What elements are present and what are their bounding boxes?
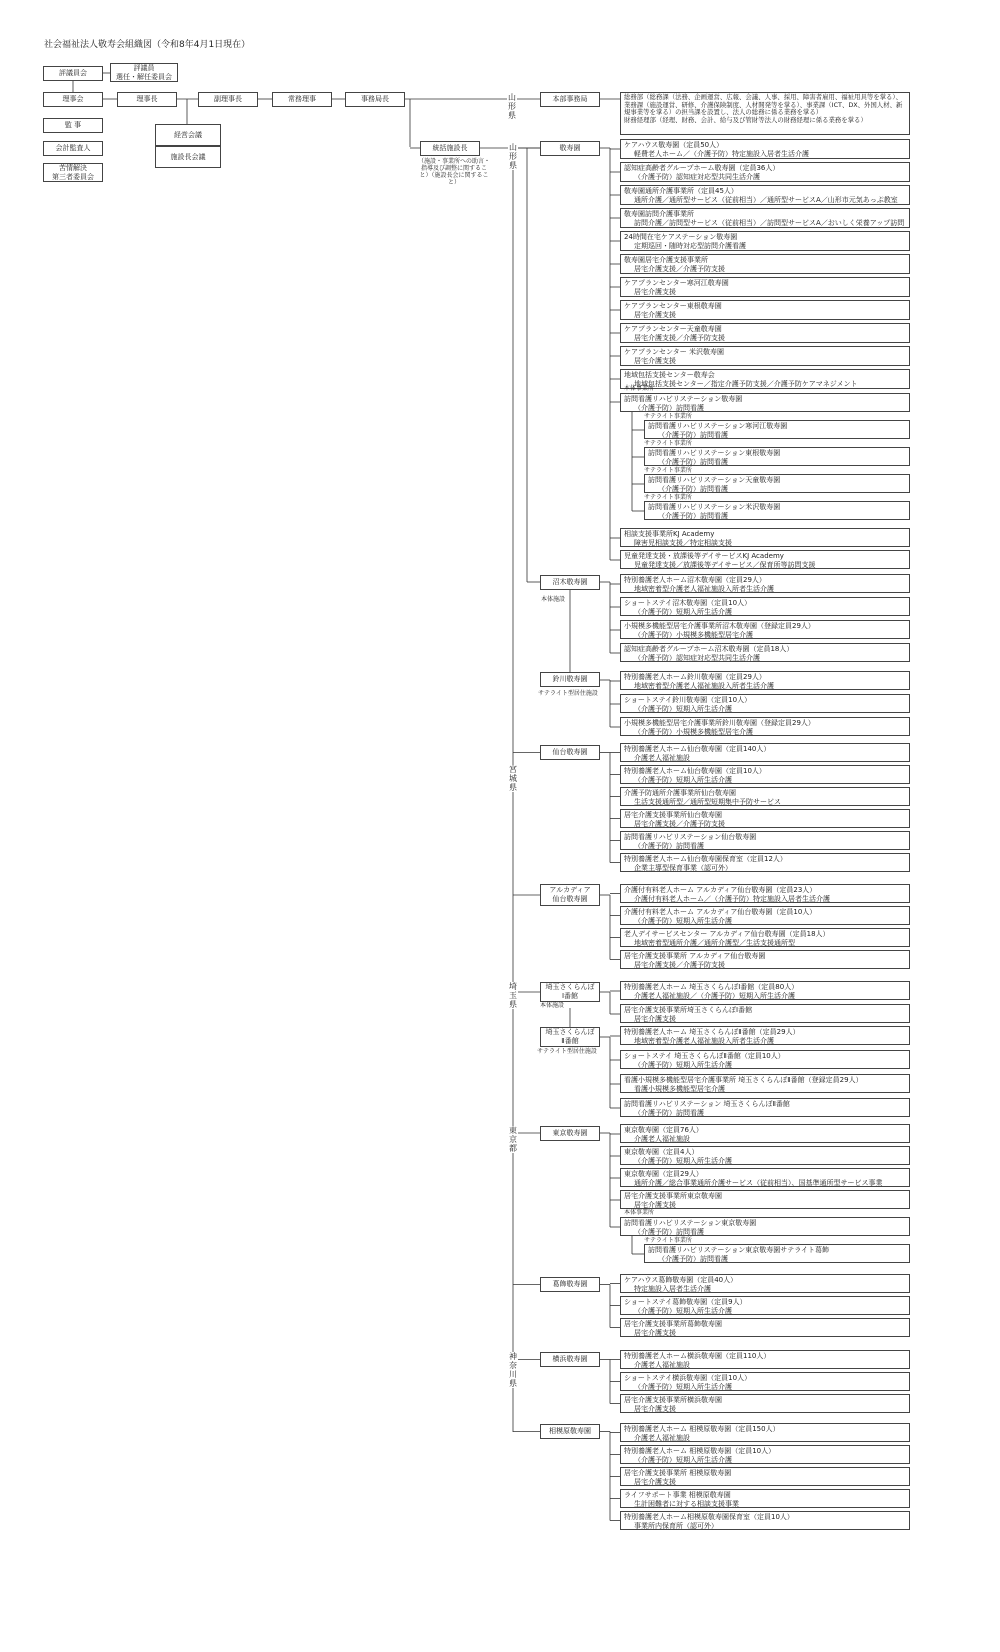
item-service: 地域密着型介護老人福祉施設入所者生活介護 <box>634 682 774 690</box>
service-item <box>620 1124 910 1143</box>
satellite-item <box>644 474 910 493</box>
item-service: 企業主導型保育事業（認可外） <box>634 864 732 872</box>
item-title: ショートステイ 埼玉さくらんぼⅡ番館（定員10人） <box>624 1052 785 1060</box>
item-service: 居宅介護支援 <box>634 1015 676 1023</box>
service-item <box>620 1394 910 1413</box>
service-item <box>620 1050 910 1069</box>
item-service: 訪問介護／訪問型サービス（従前相当）／訪問型サービスA／おいしく栄養アップ訪問 <box>634 219 905 227</box>
service-item <box>620 1074 910 1093</box>
service-item <box>620 231 910 251</box>
service-item <box>620 1445 910 1464</box>
service-item <box>620 323 910 343</box>
item-service: 特定施設入居者生活介護 <box>634 1285 711 1293</box>
item-title: ショートステイ鈴川敬寿園（定員10人） <box>624 696 752 704</box>
item-service: （介護予防）短期入所生活介護 <box>634 1307 732 1315</box>
item-title: 東京敬寿園（定員76人） <box>624 1126 703 1134</box>
item-title: 居宅介護支援事業所横浜敬寿園 <box>624 1396 722 1404</box>
item-service: （介護予防）訪問看護 <box>634 842 704 850</box>
head-office-desc: 総務部（総務課（法務、企画運営、広報、会議、人事、採用、障害者雇用、福祉用具等を掌る）、業務課（施設運営、研修、介護保険制度、人材開発等を掌る）、事業課（ICT、DX、外国人材、新規事業等を掌る）の担当課を設置し、法人の総務に係る業務を掌る） 財務経理部（経理、財務、会計、給与及び管財等法人の財務経理に係る業務を掌る） <box>620 92 910 135</box>
service-item <box>620 1296 910 1315</box>
item-service: （介護予防）訪問看護 <box>658 485 728 493</box>
item-service: 地域包括支援センター／指定介護予防支援／介護予防ケアマネジメント <box>634 380 858 388</box>
service-item <box>620 1026 910 1045</box>
page-title: 社会福祉法人敬寿会組織図（令和8年4月1日現在） <box>44 40 251 50</box>
item-service: （介護予防）訪問看護 <box>634 1228 704 1236</box>
satellite-item <box>644 420 910 439</box>
item-title: 居宅介護支援事業所埼玉さくらんぼⅠ番館 <box>624 1006 753 1014</box>
item-service: 介護老人福祉施設 <box>634 1135 690 1143</box>
satellite-label: サテライト事業所 <box>644 1237 692 1244</box>
chairman-box: 理事長 <box>117 92 177 107</box>
item-title: 特別養護老人ホーム 埼玉さくらんぼⅠ番館（定員80人） <box>624 983 799 991</box>
service-item <box>620 1098 910 1117</box>
item-service: 看護小規模多機能型居宅介護 <box>634 1085 725 1093</box>
item-title: 敬寿園通所介護事業所（定員45人） <box>624 187 738 195</box>
item-service: （介護予防）小規模多機能型居宅介護 <box>634 728 753 736</box>
item-service: （介護予防）短期入所生活介護 <box>634 917 732 925</box>
service-item <box>620 884 910 903</box>
satellite-item <box>644 447 910 466</box>
item-title: 東京敬寿園（定員4人） <box>624 1148 699 1156</box>
item-service: 居宅介護支援 <box>634 1478 676 1486</box>
service-item <box>620 393 910 412</box>
service-item <box>620 620 910 639</box>
item-service: （介護予防）短期入所生活介護 <box>634 776 732 784</box>
item-service: 介護老人福祉施設 <box>634 1434 690 1442</box>
item-service: （介護予防）認知症対応型共同生活介護 <box>634 173 760 181</box>
item-title: ケアプランセンター天童敬寿園 <box>624 325 722 333</box>
service-item <box>620 928 910 947</box>
satellite-label: サテライト事業所 <box>644 467 692 474</box>
item-title: ショートステイ横浜敬寿園（定員10人） <box>624 1374 752 1382</box>
service-item <box>620 1146 910 1165</box>
selection-committee-box: 評議員 選任・解任委員会 <box>110 63 178 82</box>
council-box: 評議員会 <box>43 66 103 81</box>
item-title: 小規模多機能型居宅介護事業所沼木敬寿園（登録定員29人） <box>624 622 815 630</box>
item-title: 特別養護老人ホーム沼木敬寿園（定員29人） <box>624 576 766 584</box>
service-item <box>620 717 910 736</box>
item-title: ショートステイ葛飾敬寿園（定員9人） <box>624 1298 747 1306</box>
item-service: （介護予防）短期入所生活介護 <box>634 705 732 713</box>
pref-label: 埼玉県 <box>509 982 517 1009</box>
service-item <box>620 1168 910 1187</box>
complaint-committee-box: 苦情解決 第三者委員会 <box>43 163 103 182</box>
item-service: 地域密着型通所介護／通所介護型／生活支援通所型 <box>634 939 795 947</box>
service-item <box>620 1190 910 1209</box>
item-title: 居宅介護支援事業所葛飾敬寿園 <box>624 1320 722 1328</box>
item-service: 居宅介護支援／介護予防支援 <box>634 820 725 828</box>
facility-box-9: 横浜敬寿園 <box>540 1352 600 1367</box>
item-service: 生活支援通所型／通所型短期集中予防サービス <box>634 798 781 806</box>
item-service: 居宅介護支援／介護予防支援 <box>634 334 725 342</box>
item-title: 居宅介護支援事業所東京敬寿園 <box>624 1192 722 1200</box>
item-service: 地域密着型介護老人福祉施設入所者生活介護 <box>634 1037 774 1045</box>
item-service: （介護予防）訪問看護 <box>658 431 728 439</box>
item-service: （介護予防）認知症対応型共同生活介護 <box>634 654 760 662</box>
service-item <box>620 853 910 872</box>
item-service: 居宅介護支援 <box>634 288 676 296</box>
item-title: 特別養護老人ホーム仙台敬寿園保育室（定員12人） <box>624 855 787 863</box>
head-office-box: 本部事務局 <box>540 92 600 107</box>
satellite-facility-tag: サテライト型居住施設 <box>538 690 598 697</box>
item-service: 軽費老人ホーム／（介護予防）特定施設入居者生活介護 <box>634 150 809 158</box>
pref-label: 宮城県 <box>509 765 517 792</box>
item-title: ケアプランセンター東根敬寿園 <box>624 302 722 310</box>
facility-box-7: 東京敬寿園 <box>540 1126 600 1141</box>
pref-label: 山形県 <box>509 143 517 170</box>
item-title: 特別養護老人ホーム仙台敬寿園（定員140人） <box>624 745 771 753</box>
service-item <box>620 597 910 616</box>
item-service: （介護予防）訪問看護 <box>634 404 704 412</box>
satellite-label: サテライト事業所 <box>644 440 692 447</box>
service-item <box>620 643 910 662</box>
item-title: ライフサポート事業 相模原敬寿園 <box>624 1491 731 1499</box>
service-item <box>620 1372 910 1391</box>
service-item <box>620 1511 910 1530</box>
satellite-item <box>644 501 910 520</box>
item-service: （介護予防）短期入所生活介護 <box>634 1061 732 1069</box>
item-service: 居宅介護支援 <box>634 311 676 319</box>
main-facility-tag: 本体施設 <box>541 596 566 603</box>
service-item <box>620 1004 910 1023</box>
satellite-facility-tag: サテライト型居住施設 <box>537 1048 597 1055</box>
facility-box-1: 沼木敬寿園 <box>540 575 600 590</box>
service-item <box>620 1423 910 1442</box>
service-item <box>620 550 910 569</box>
service-item <box>620 1489 910 1508</box>
item-title: 特別養護老人ホーム鈴川敬寿園（定員29人） <box>624 673 766 681</box>
service-item <box>620 185 910 205</box>
main-office-label: 本体事業所 <box>624 385 655 392</box>
item-service: （介護予防）訪問看護 <box>658 1255 728 1263</box>
item-title: 相談支援事業所KJ Academy <box>624 530 715 538</box>
service-item <box>620 528 910 547</box>
item-title: 訪問看護リハビリステーション 埼玉さくらんぼⅡ番館 <box>624 1100 790 1108</box>
main-office-label: 本体事業所 <box>624 1209 655 1216</box>
service-item <box>620 809 910 828</box>
service-item <box>620 254 910 274</box>
pref-label: 神奈川県 <box>509 1352 517 1388</box>
item-title: 老人デイサービスセンター アルカディア仙台敬寿園（定員18人） <box>624 930 830 938</box>
management-meeting-box: 経営会議 <box>155 124 221 146</box>
item-service: 介護老人福祉施設 <box>634 754 690 762</box>
item-title: 特別養護老人ホーム 相模原敬寿園（定員10人） <box>624 1447 776 1455</box>
item-service: 生計困難者に対する相談支援事業 <box>634 1500 739 1508</box>
item-title: 訪問看護リハビリステーション米沢敬寿園 <box>648 503 781 511</box>
service-item <box>620 671 910 690</box>
service-item <box>620 574 910 593</box>
item-service: 居宅介護支援／介護予防支援 <box>634 961 725 969</box>
item-title: 認知症高齢者グループホーム沼木敬寿園（定員18人） <box>624 645 794 653</box>
facility-box-6: 埼玉さくらんぼ Ⅱ番館 <box>540 1027 600 1047</box>
item-title: 介護予防通所介護事業所仙台敬寿園 <box>624 789 736 797</box>
service-item <box>620 300 910 320</box>
item-title: 東京敬寿園（定員29人） <box>624 1170 703 1178</box>
service-item <box>620 1217 910 1236</box>
service-item <box>620 208 910 228</box>
item-title: 居宅介護支援事業所 アルカディア仙台敬寿園 <box>624 952 766 960</box>
item-title: 訪問看護リハビリステーション天童敬寿園 <box>648 476 781 484</box>
item-title: 介護付有料老人ホーム アルカディア仙台敬寿園（定員23人） <box>624 886 817 894</box>
pref-label-honbu: 山形県 <box>508 93 516 120</box>
auditor-box: 監 事 <box>43 118 103 133</box>
service-item <box>620 765 910 784</box>
service-item <box>620 831 910 850</box>
item-title: 特別養護老人ホーム 相模原敬寿園（定員150人） <box>624 1425 780 1433</box>
facility-box-4: アルカディア 仙台敬寿園 <box>540 884 600 906</box>
item-service: 障害児相談支援／特定相談支援 <box>634 539 732 547</box>
item-service: 居宅介護支援 <box>634 357 676 365</box>
service-item <box>620 346 910 366</box>
item-service: （介護予防）短期入所生活介護 <box>634 1157 732 1165</box>
satellite-item <box>644 1244 910 1263</box>
item-service: （介護予防）訪問看護 <box>634 1109 704 1117</box>
facility-box-2: 鈴川敬寿園 <box>540 672 600 687</box>
directors-meeting-box: 施設長会議 <box>155 146 221 168</box>
item-title: ケアプランセンター 米沢敬寿園 <box>624 348 724 356</box>
service-item <box>620 1350 910 1369</box>
item-title: 居宅介護支援事業所仙台敬寿園 <box>624 811 722 819</box>
item-service: （介護予防）短期入所生活介護 <box>634 1456 732 1464</box>
item-title: ケアハウス敬寿園（定員50人） <box>624 141 724 149</box>
item-title: ショートステイ沼木敬寿園（定員10人） <box>624 599 752 607</box>
item-title: ケアハウス葛飾敬寿園（定員40人） <box>624 1276 738 1284</box>
board-box: 理事会 <box>43 92 103 107</box>
item-title: 特別養護老人ホーム 埼玉さくらんぼⅡ番館（定員29人） <box>624 1028 800 1036</box>
item-title: 児童発達支援・放課後等デイサービスKJ Academy <box>624 552 784 560</box>
facility-box-5: 埼玉さくらんぼ Ⅰ番館 <box>540 982 600 1002</box>
item-service: 居宅介護支援／介護予防支援 <box>634 265 725 273</box>
item-title: 小規模多機能型居宅介護事業所鈴川敬寿園（登録定員29人） <box>624 719 815 727</box>
item-title: 特別養護老人ホーム相模原敬寿園保育室（定員10人） <box>624 1513 794 1521</box>
item-title: 訪問看護リハビリステーション東京敬寿園 <box>624 1219 757 1227</box>
pref-label: 東京都 <box>509 1126 517 1153</box>
service-item <box>620 139 910 159</box>
item-title: ケアプランセンター寒河江敬寿園 <box>624 279 729 287</box>
item-service: （介護予防）短期入所生活介護 <box>634 1383 732 1391</box>
item-service: 居宅介護支援 <box>634 1201 676 1209</box>
main-facility-tag: 本体施設 <box>540 1002 565 1009</box>
item-title: 訪問看護リハビリステーション仙台敬寿園 <box>624 833 757 841</box>
service-item <box>620 277 910 297</box>
facility-box-0: 敬寿園 <box>540 141 600 156</box>
item-service: （介護予防）短期入所生活介護 <box>634 608 732 616</box>
item-service: 児童発達支援／放課後等デイサービス／保育所等訪問支援 <box>634 561 816 569</box>
item-service: 定期巡回・随時対応型訪問介護看護 <box>634 242 746 250</box>
service-item <box>620 1274 910 1293</box>
item-title: 介護付有料老人ホーム アルカディア仙台敬寿園（定員10人） <box>624 908 817 916</box>
service-item <box>620 950 910 969</box>
item-title: 特別養護老人ホーム横浜敬寿園（定員110人） <box>624 1352 771 1360</box>
managing-director-box: 常務理事 <box>272 92 332 107</box>
accounting-auditor-box: 会計監査人 <box>43 141 103 156</box>
item-service: 居宅介護支援 <box>634 1405 676 1413</box>
item-title: 訪問看護リハビリステーション寒河江敬寿園 <box>648 422 788 430</box>
satellite-label: サテライト事業所 <box>644 413 692 420</box>
item-title: 地域包括支援センター敬寿会 <box>624 371 715 379</box>
service-item <box>620 787 910 806</box>
facility-box-3: 仙台敬寿園 <box>540 745 600 760</box>
facility-box-10: 相模原敬寿園 <box>540 1424 600 1439</box>
item-service: 介護老人福祉施設／（介護予防）短期入所生活介護 <box>634 992 795 1000</box>
item-title: 敬寿園居宅介護支援事業所 <box>624 256 708 264</box>
item-title: 24時間在宅ケアステーション敬寿園 <box>624 233 738 241</box>
item-title: 看護小規模多機能型居宅介護事業所 埼玉さくらんぼⅡ番館（登録定員29人） <box>624 1076 863 1084</box>
item-title: 敬寿園訪問介護事業所 <box>624 210 694 218</box>
general-director-box: 統括施設長 <box>420 141 480 156</box>
vice-chairman-box: 副理事長 <box>198 92 258 107</box>
item-title: 特別養護老人ホーム仙台敬寿園（定員10人） <box>624 767 766 775</box>
facility-box-8: 葛飾敬寿園 <box>540 1277 600 1292</box>
item-service: 居宅介護支援 <box>634 1329 676 1337</box>
item-service: 地域密着型介護老人福祉施設入所者生活介護 <box>634 585 774 593</box>
service-item <box>620 906 910 925</box>
item-service: 事業所内保育所（認可外） <box>634 1522 718 1530</box>
item-service: （介護予防）訪問看護 <box>658 458 728 466</box>
item-service: 介護老人福祉施設 <box>634 1361 690 1369</box>
item-title: 訪問看護リハビリステーション東京敬寿園サテライト葛飾 <box>648 1246 830 1254</box>
service-item <box>620 162 910 182</box>
secretary-general-box: 事務局長 <box>345 92 405 107</box>
item-service: 通所介護／総合事業通所介護サービス（従前相当）、国基準通所型サービス事業 <box>634 1179 883 1187</box>
item-title: 訪問看護リハビリステーション東根敬寿園 <box>648 449 781 457</box>
service-item <box>620 694 910 713</box>
service-item <box>620 369 910 389</box>
item-service: （介護予防）小規模多機能型居宅介護 <box>634 631 753 639</box>
service-item <box>620 1318 910 1337</box>
item-service: （介護予防）訪問看護 <box>658 512 728 520</box>
service-item <box>620 1467 910 1486</box>
item-service: 介護付有料老人ホーム／（介護予防）特定施設入居者生活介護 <box>634 895 830 903</box>
item-title: 認知症高齢者グループホーム敬寿園（定員36人） <box>624 164 780 172</box>
service-item <box>620 743 910 762</box>
item-service: 通所介護／通所型サービス（従前相当）／通所型サービスA／山形市元気あっぷ教室 <box>634 196 898 204</box>
general-director-note: （施設・事業所への助言・指導及び調整に関すること）（施設長会に関すること） <box>418 158 491 186</box>
item-title: 訪問看護リハビリステーション敬寿園 <box>624 395 743 403</box>
satellite-label: サテライト事業所 <box>644 494 692 501</box>
item-title: 居宅介護支援事業所 相模原敬寿園 <box>624 1469 732 1477</box>
service-item <box>620 981 910 1000</box>
